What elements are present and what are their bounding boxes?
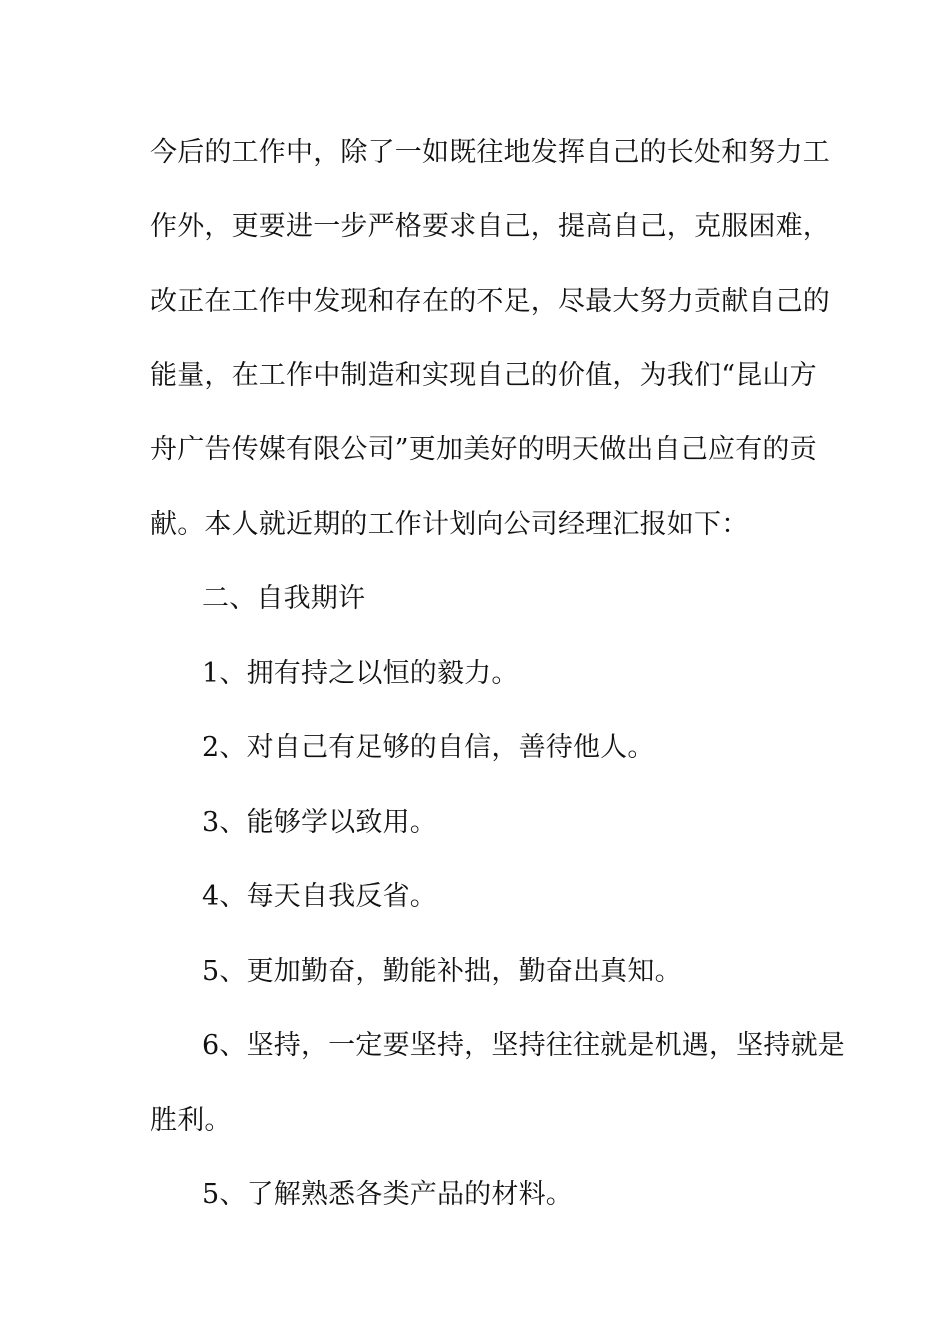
list-item: 3、能够学以致用。	[202, 807, 437, 838]
list-item-continuation: 胜利。	[150, 1105, 232, 1136]
list-item: 1、拥有持之以恒的毅力。	[202, 658, 519, 689]
paragraph-line: 能量，在工作中制造和实现自己的价值，为我们“昆山方	[150, 360, 817, 391]
list-item: 4、每天自我反省。	[202, 881, 437, 912]
section-heading: 二、自我期许	[202, 583, 366, 614]
list-item: 6、坚持，一定要坚持，坚持往往就是机遇，坚持就是	[202, 1030, 845, 1061]
paragraph-line: 作外，更要进一步严格要求自己，提高自己，克服困难，	[150, 211, 830, 242]
paragraph-line: 改正在工作中发现和存在的不足，尽最大努力贡献自己的	[150, 286, 830, 317]
list-item: 5、了解熟悉各类产品的材料。	[202, 1179, 573, 1210]
paragraph-line: 献。本人就近期的工作计划向公司经理汇报如下：	[150, 509, 749, 540]
paragraph-line: 今后的工作中，除了一如既往地发挥自己的长处和努力工	[150, 137, 830, 168]
list-item: 2、对自己有足够的自信，善待他人。	[202, 732, 655, 763]
paragraph-line: 舟广告传媒有限公司”更加美好的明天做出自己应有的贡	[150, 434, 817, 465]
list-item: 5、更加勤奋，勤能补拙，勤奋出真知。	[202, 956, 682, 987]
